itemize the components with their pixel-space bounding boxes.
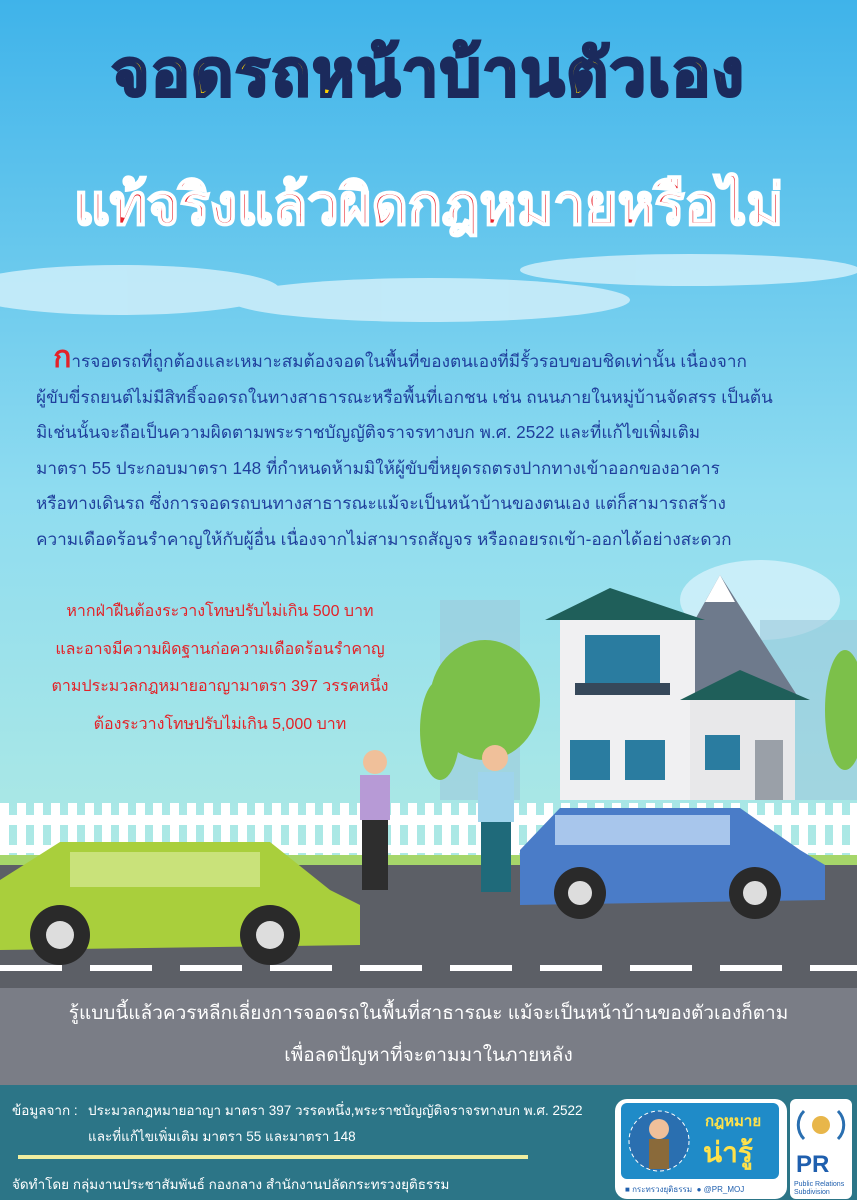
mascot-icon [621, 1103, 691, 1179]
fence-picket [799, 803, 808, 858]
conclusion-line: เพื่อลดปัญหาที่จะตามมาในภายหลัง [284, 1045, 573, 1066]
body-line: ความเดือดร้อนรำคาญให้กับผู้อื่น เนื่องจากไม่สามารถสัญจร หรือถอยรถเข้า-ออกได้อย่างสะดวก [36, 528, 732, 549]
lane-marking [180, 965, 242, 971]
fence-picket [425, 803, 434, 858]
made-by: จัดทำโดย กลุ่มงานประชาสัมพันธ์ กองกลาง สำนักงานปลัดกระทรวงยุติธรรม [12, 1177, 450, 1192]
law-logo: กฎหมาย น่ารู้ ■ กระทรวงยุติธรรม ● @PR_MOJ [615, 1099, 787, 1199]
fence-picket [17, 803, 26, 858]
body-text [36, 340, 836, 557]
divider [18, 1155, 528, 1159]
fence-picket [306, 803, 315, 858]
fence-picket [833, 803, 842, 858]
lane-marking [540, 965, 602, 971]
body-line: ผู้ขับขี่รถยนต์ไม่มีสิทธิ์จอดรถในทางสาธารณะหรือพื้นที่เอกชน เช่น ถนนภายในหมู่บ้านจัดสรร เป็นต้น [36, 386, 773, 407]
fence-picket [408, 803, 417, 858]
lane-marking [630, 965, 692, 971]
title-line-2: แท้จริงแล้วผิดกฎหมายหรือไม่ [73, 173, 784, 238]
penalty-text [30, 593, 410, 743]
body-line: หรือทางเดินรถ ซึ่งการจอดรถบนทางสาธารณะแม้จะเป็นหน้าบ้านของตนเอง แต่ก็สามารถสร้าง [36, 493, 726, 513]
source-line-1: ประมวลกฎหมายอาญา มาตรา 397 วรรคหนึ่ง,พระราชบัญญัติจราจรทางบก พ.ศ. 2522 [88, 1103, 583, 1118]
source-label: ข้อมูลจาก : [12, 1103, 78, 1118]
conclusion-band [0, 988, 857, 1085]
fence-picket [816, 803, 825, 858]
footer [0, 1085, 857, 1200]
fence-picket [391, 803, 400, 858]
fence-picket [0, 803, 9, 858]
lane-marking [810, 965, 857, 971]
lane-marking [450, 965, 512, 971]
penalty-line: ต้องระวางโทษปรับไม่เกิน 5,000 บาท [93, 715, 347, 733]
source-line-2: และที่แก้ไขเพิ่มเติม มาตรา 55 และมาตรา 148 [88, 1129, 356, 1144]
penalty-line: และอาจมีความผิดฐานก่อความเดือดร้อนรำคาญ [55, 640, 385, 658]
lane-marking [270, 965, 332, 971]
penalty-line: หากฝ่าฝืนต้องระวางโทษปรับไม่เกิน 500 บาท [66, 603, 374, 620]
broadcast-icon [790, 1099, 852, 1151]
conclusion-line: รู้แบบนี้แล้วควรหลีกเลี่ยงการจอดรถในพื้นที่สาธารณะ แม้จะเป็นหน้าบ้านของตัวเองก็ตาม [68, 1003, 789, 1024]
facebook-icon: ■ [625, 1185, 630, 1194]
fence-picket [442, 803, 451, 858]
drop-cap: ก [53, 341, 72, 374]
fence-picket [34, 803, 43, 858]
pr-logo: PR Public Relations Subdivision [790, 1099, 852, 1199]
body-line: มาตรา 55 ประกอบมาตรา 148 ที่กำหนดห้ามมิให้ผู้ขับขี่หยุดรถตรงปากทางเข้าออกของอาคาร [36, 457, 720, 478]
title-line-1: จอดรถหน้าบ้านตัวเอง [111, 37, 746, 111]
penalty-line: ตามประมวลกฎหมายอาญามาตรา 397 วรรคหนึ่ง [51, 678, 389, 695]
fence-picket [289, 803, 298, 858]
fence-picket [459, 803, 468, 858]
body-line: มิเช่นนั้นจะถือเป็นความผิดตามพระราชบัญญัติจราจรทางบก พ.ศ. 2522 และที่แก้ไขเพิ่มเติม [36, 422, 701, 442]
lane-marking [720, 965, 782, 971]
fence-picket [323, 803, 332, 858]
fence-picket [340, 803, 349, 858]
twitter-icon: ● [696, 1185, 702, 1194]
lane-marking [0, 965, 62, 971]
lane-marking [90, 965, 152, 971]
lane-marking [360, 965, 422, 971]
body-line: การจอดรถที่ถูกต้องและเหมาะสมต้องจอดในพื้นที่ของตนเองที่มีรั้วรอบขอบชิดเท่านั้น เนื่องจาก [53, 341, 747, 374]
fence-picket [850, 803, 857, 858]
